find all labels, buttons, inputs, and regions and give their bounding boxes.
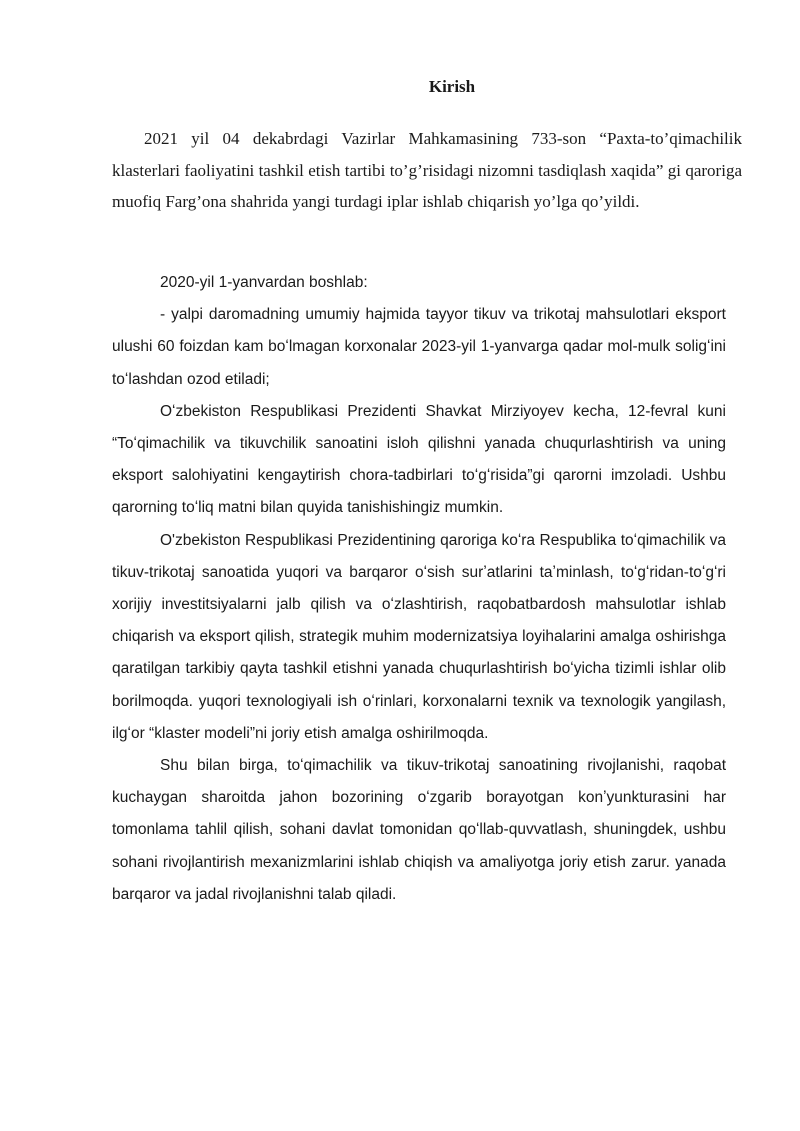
- paragraph-tax-exemption: - yalpi daromadning umumiy hajmida tayyor tikuv va trikotaj mahsulotlari eksport ulushi 60 foizdan kam boʻlmagan korxonalar 2023-yil 1-yanvarga qadar mol-mulk soligʻini toʻlashdan ozod etiladi;: [112, 306, 726, 388]
- body-text: [112, 267, 726, 911]
- intro-paragraph: 2021 yil 04 dekabrdagi Vazirlar Mahkamasining 733-son “Paxta-to’qimachilik klasterlari faoliyatini tashkil etish tartibi to’g’risidagi nizomni tasdiqlash xaqida” gi qaroriga muofiq Farg’ona shahrida yangi turdagi iplar ishlab chiqarish yo’lga qo’yildi.: [112, 129, 742, 211]
- paragraph-decree-details: O'zbekiston Respublikasi Prezidentining qaroriga koʻra Respublika toʻqimachilik va tikuv-trikotaj sanoatida yuqori va barqaror oʻsish surʼatlarini taʼminlash, toʻgʻridan-toʻgʻri xorijiy investitsiyalarni jalb qilish va oʻzlashtirish, raqobatbardosh mahsulotlar ishlab chiqarish va eksport qilish, strategik muhim modernizatsiya loyihalarini amalga oshirishga qaratilgan tarkibiy qayta tashkil etishni yanada chuqurlashtirish boʻyicha tizimli ishlar olib borilmoqda. yuqori texnologiyali ish oʻrinlari, korxonalarni texnik va texnologik yangilash, ilgʻor “klaster modeli”ni joriy etish amalga oshirilmoqda.: [112, 531, 726, 742]
- paragraph-presidential-decree: Oʻzbekiston Respublikasi Prezidenti Shavkat Mirziyoyev kecha, 12-fevral kuni “Toʻqimachilik va tikuvchilik sanoatini isloh qilishni yanada chuqurlashtirish va uning eksport salohiyatini kengaytirish chora-tadbirlari toʻgʻrisida”gi qarorni imzoladi. Ushbu qarorning toʻliq matni bilan quyida tanishishingiz mumkin.: [112, 402, 726, 517]
- paragraph-industry-development: Shu bilan birga, toʻqimachilik va tikuv-trikotaj sanoatining rivojlanishi, raqobat kuchaygan sharoitda jahon bozorining oʻzgarib borayotgan konʼyunkturasini har tomonlama tahlil qilish, sohani davlat tomonidan qoʻllab-quvvatlash, shuningdek, ushbu sohani rivojlantirish mexanizmlarini ishlab chiqish va amaliyotga joriy etish zarur. yanada barqaror va jadal rivojlanishni talab qiladi.: [112, 757, 726, 903]
- section-title: Kirish: [428, 77, 476, 96]
- paragraph-start-date: 2020-yil 1-yanvardan boshlab:: [160, 274, 368, 291]
